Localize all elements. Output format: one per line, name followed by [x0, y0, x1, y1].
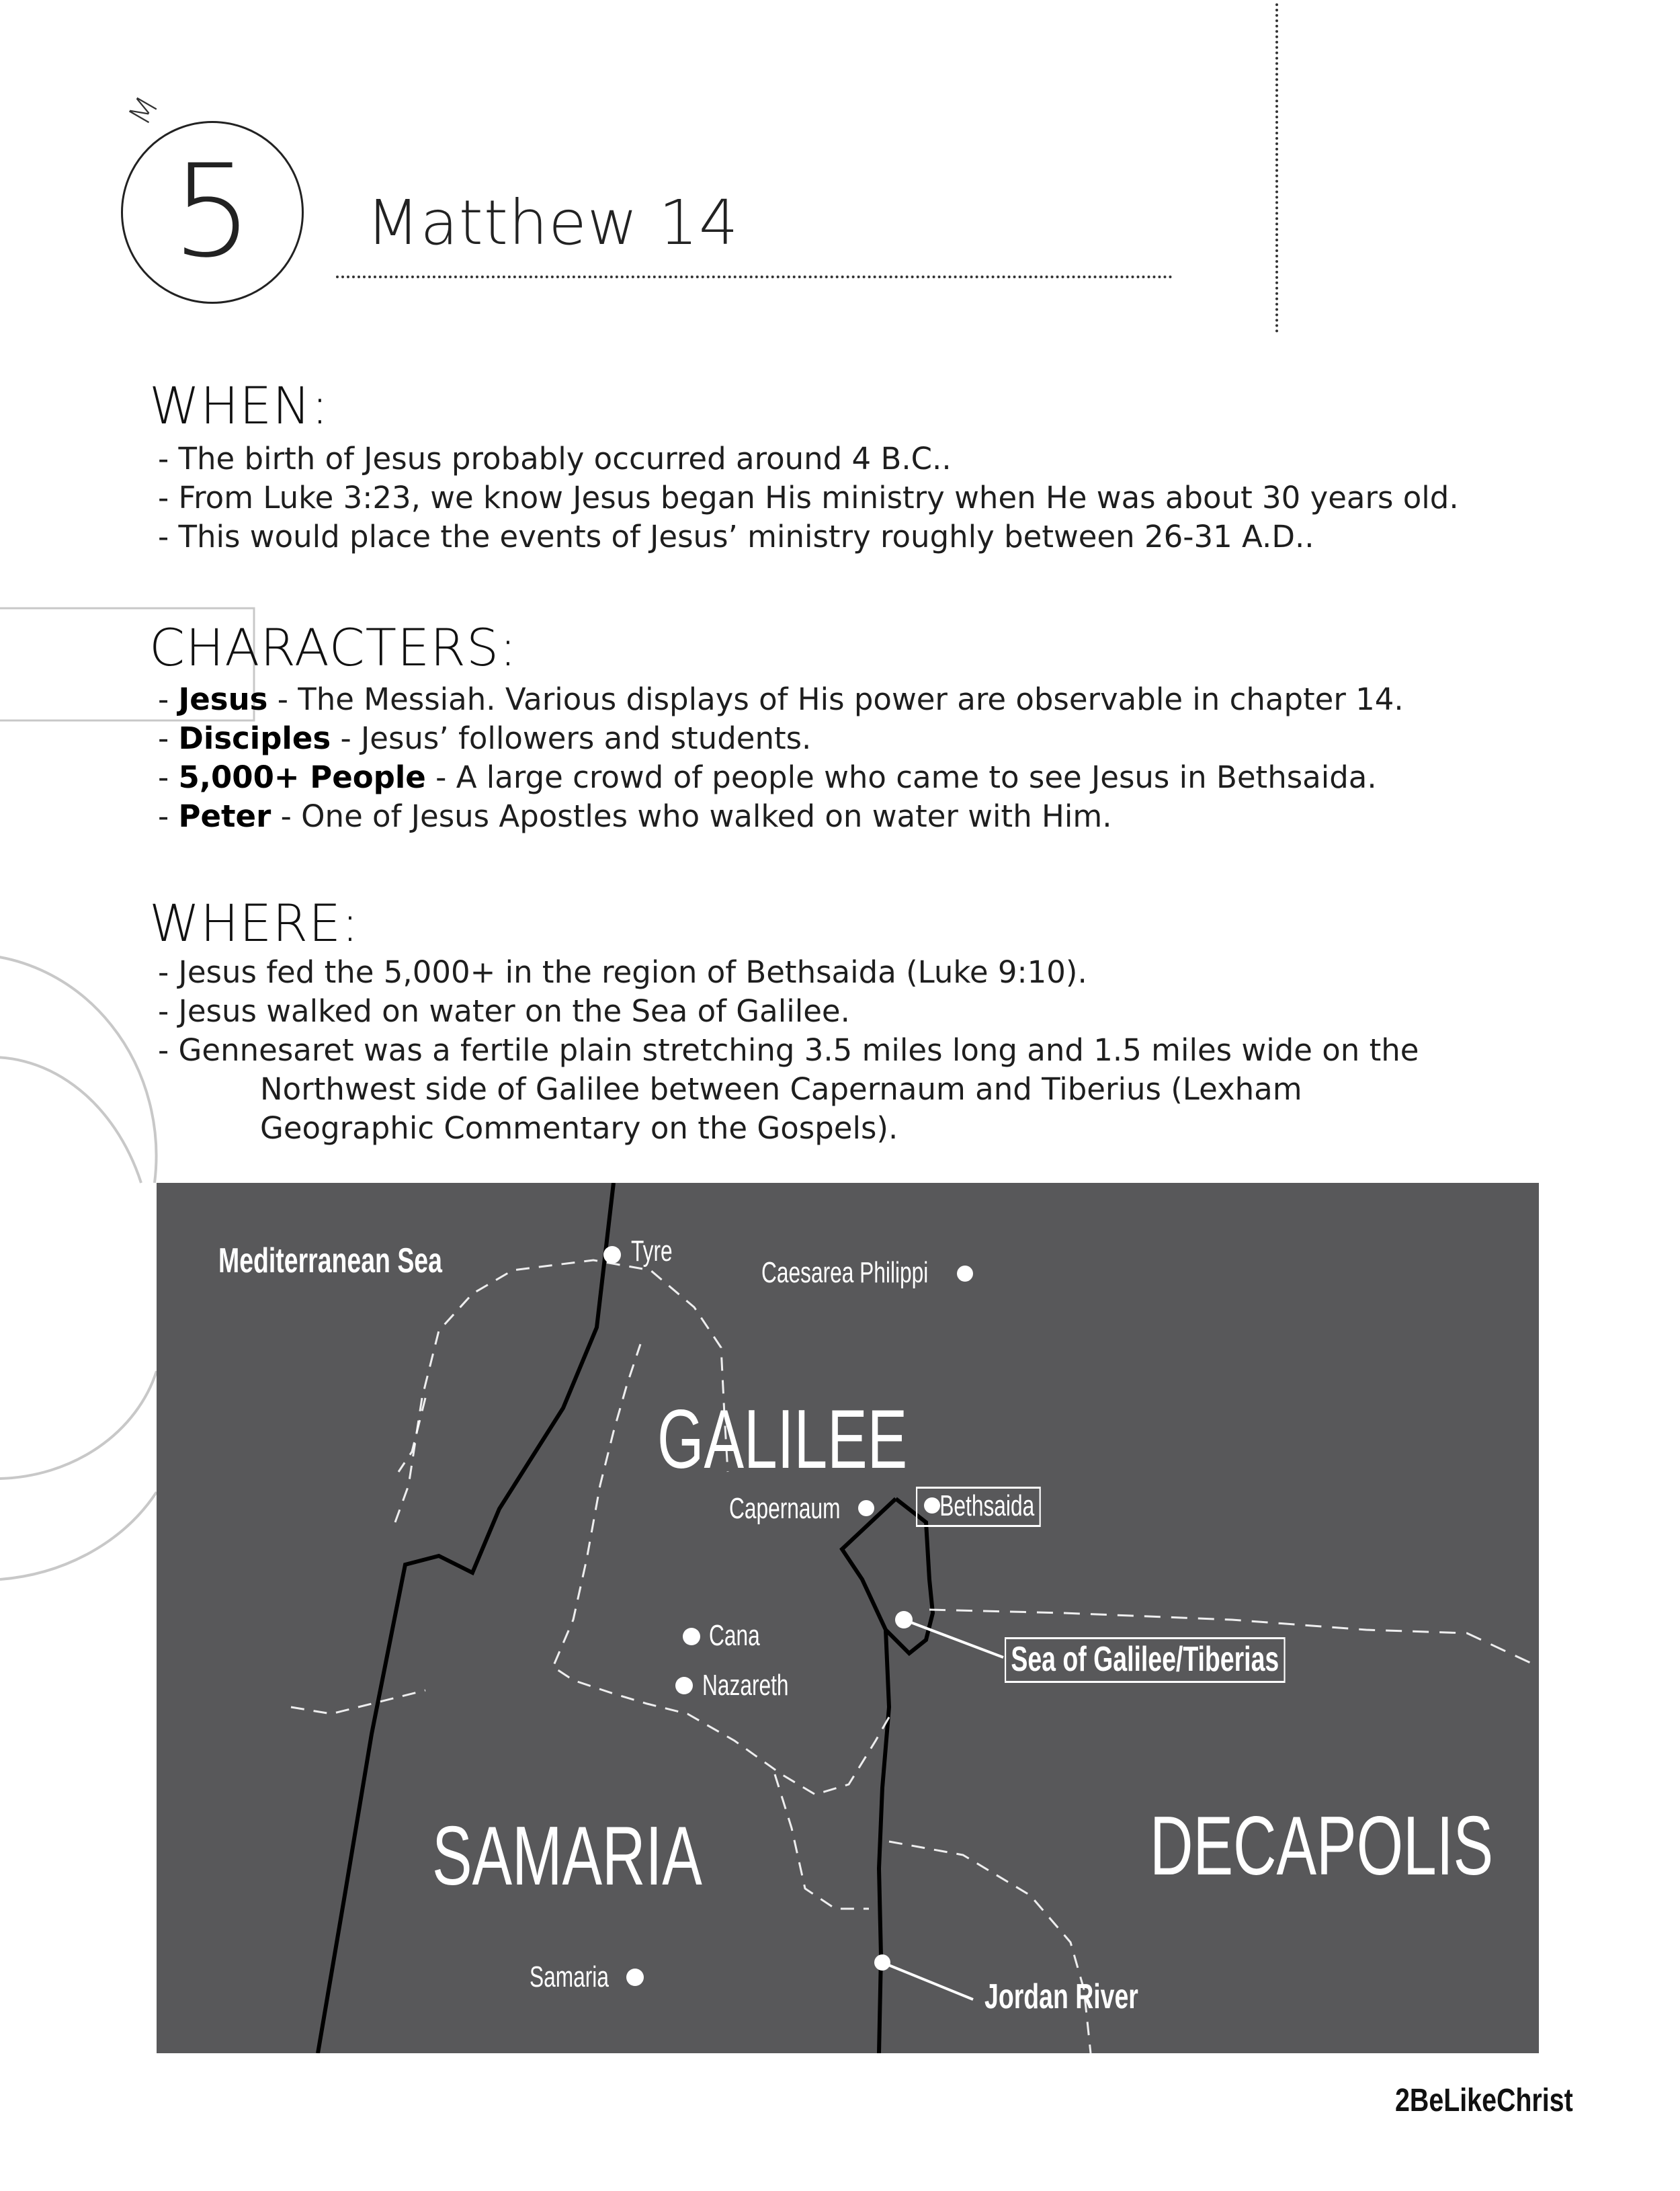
where-line: - Jesus fed the 5,000+ in the region of Bethsaida (Luke 9:10). — [158, 954, 1087, 990]
when-line: - From Luke 3:23, we know Jesus began His ministry when He was about 30 years old. — [158, 480, 1459, 515]
character-name: Peter — [178, 798, 271, 834]
when-line: - This would place the events of Jesus’ ministry roughly between 26-31 A.D.. — [158, 519, 1314, 554]
sea-of-galilee-label: Sea of Galilee/Tiberias — [1005, 1637, 1286, 1683]
decapolis-boundary — [889, 1842, 1091, 2053]
samaria-region-label: SAMARIA — [432, 1810, 702, 1903]
where-list — [158, 953, 1419, 1148]
day-number: 5 — [171, 137, 253, 286]
caesarea-label: Caesarea Philippi — [761, 1256, 929, 1289]
decapolis-label: DECAPOLIS — [1150, 1800, 1494, 1893]
where-line: Northwest side of Galilee between Capernaum and Tiberius (Lexham — [260, 1071, 1302, 1107]
map-lines — [157, 1183, 1539, 2053]
character-prefix: - — [158, 798, 179, 834]
bethsaida-text: Bethsaida — [939, 1489, 1035, 1522]
character-desc: - The Messiah. Various displays of His power are observable in chapter 14. — [267, 681, 1404, 717]
where-line: Geographic Commentary on the Gospels). — [260, 1110, 898, 1146]
when-line: - The birth of Jesus probably occurred around 4 B.C.. — [158, 441, 952, 477]
character-prefix: - — [158, 720, 179, 756]
samaria-city-label: Samaria — [530, 1960, 609, 1993]
jordan-river-line — [842, 1499, 896, 2053]
brand-label: 2BeLikeChrist — [1395, 2083, 1573, 2118]
character-desc: - A large crowd of people who came to see Jesus in Bethsaida. — [425, 759, 1377, 795]
character-item — [158, 797, 1404, 836]
jordan-dot — [874, 1954, 890, 1971]
where-line: - Jesus walked on water on the Sea of Galilee. — [158, 993, 850, 1029]
galilee-west-boundary — [291, 1398, 425, 1714]
where-line: - Gennesaret was a fertile plain stretching 3.5 miles long and 1.5 miles wide on the — [158, 1032, 1419, 1068]
character-desc: - Jesus’ followers and students. — [331, 720, 812, 756]
caesarea-dot — [957, 1266, 973, 1282]
galilee-boundary — [395, 1260, 889, 1794]
cana-dot — [683, 1628, 700, 1645]
when-list — [158, 440, 1459, 556]
region-map — [157, 1183, 1539, 2053]
character-name: 5,000+ People — [178, 759, 426, 795]
mediterranean-label: Mediterranean Sea — [218, 1241, 442, 1280]
chapter-title: Matthew 14 — [366, 187, 739, 259]
vertical-divider — [1275, 3, 1278, 333]
where-heading: WHERE: — [149, 893, 360, 953]
tyre-label: Tyre — [631, 1235, 673, 1268]
character-desc: - One of Jesus Apostles who walked on water with Him. — [271, 798, 1112, 834]
sea-pointer-line — [904, 1620, 1003, 1657]
character-item — [158, 719, 1404, 758]
bethsaida-label — [916, 1487, 1041, 1527]
capernaum-dot — [858, 1500, 874, 1516]
tyre-dot — [603, 1246, 621, 1264]
nazareth-dot — [675, 1677, 693, 1694]
samaria-boundary — [775, 1774, 869, 1909]
character-name: Disciples — [178, 720, 331, 756]
coastline — [318, 1183, 614, 2053]
jordan-river-label: Jordan River — [984, 1977, 1138, 2016]
cana-label: Cana — [709, 1619, 760, 1652]
character-item — [158, 758, 1404, 797]
jordan-pointer-line — [882, 1962, 973, 1999]
when-heading: WHEN: — [149, 376, 329, 436]
samaria-dot — [626, 1969, 644, 1986]
character-item — [158, 680, 1404, 719]
capernaum-label: Capernaum — [729, 1492, 841, 1525]
sea-dot — [895, 1611, 913, 1628]
title-divider — [336, 276, 1173, 278]
galilee-label: GALILEE — [657, 1393, 908, 1486]
nazareth-label: Nazareth — [702, 1669, 789, 1702]
characters-heading: CHARACTERS: — [149, 618, 517, 677]
character-prefix: - — [158, 759, 179, 795]
day-mark: M — [121, 89, 166, 131]
character-name: Jesus — [178, 681, 268, 717]
character-prefix: - — [158, 681, 179, 717]
characters-list — [158, 680, 1404, 836]
